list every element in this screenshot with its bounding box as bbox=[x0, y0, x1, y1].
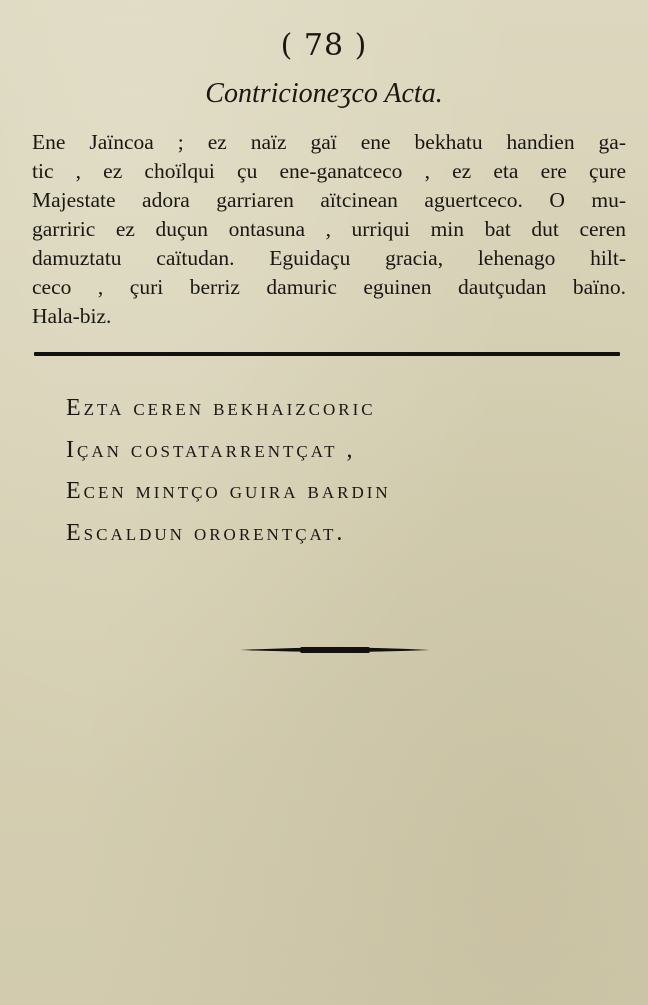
verse-line: Ezta ceren bekhaizcoric bbox=[66, 395, 376, 421]
verse-line: Escaldun ororentçat. bbox=[66, 519, 346, 546]
tailpiece-ornament bbox=[240, 644, 430, 656]
prose-line: garriric ez duçun ontasuna , urriqui min bat dut ceren bbox=[32, 217, 626, 241]
prose-line: tic , ez choïlqui çu ene-ganatceco , ez eta ere çure bbox=[32, 159, 626, 183]
verse-line: Ecen mintço guira bardin bbox=[66, 478, 391, 504]
verse-line: Içan costatarrentçat , bbox=[66, 436, 356, 463]
prayer-paragraph bbox=[32, 128, 626, 331]
section-heading: Contricioneʒco Acta. bbox=[205, 78, 443, 109]
prose-line: Hala-biz. bbox=[32, 304, 112, 328]
prose-line: ceco , çuri berriz damuric eguinen dautçudan baïno. bbox=[32, 275, 626, 299]
prose-line: Ene Jaïncoa ; ez naïz gaï ene bekhatu handien ga- bbox=[32, 130, 626, 154]
horizontal-rule bbox=[34, 352, 620, 356]
verse-stanza bbox=[66, 388, 391, 554]
prose-line: damuztatu caïtudan. Eguidaçu gracia, lehenago hilt- bbox=[32, 246, 626, 270]
prose-line: Majestate adora garriaren aïtcinean aguertceco. O mu- bbox=[32, 188, 626, 212]
page-number: ( 78 ) bbox=[280, 28, 368, 63]
